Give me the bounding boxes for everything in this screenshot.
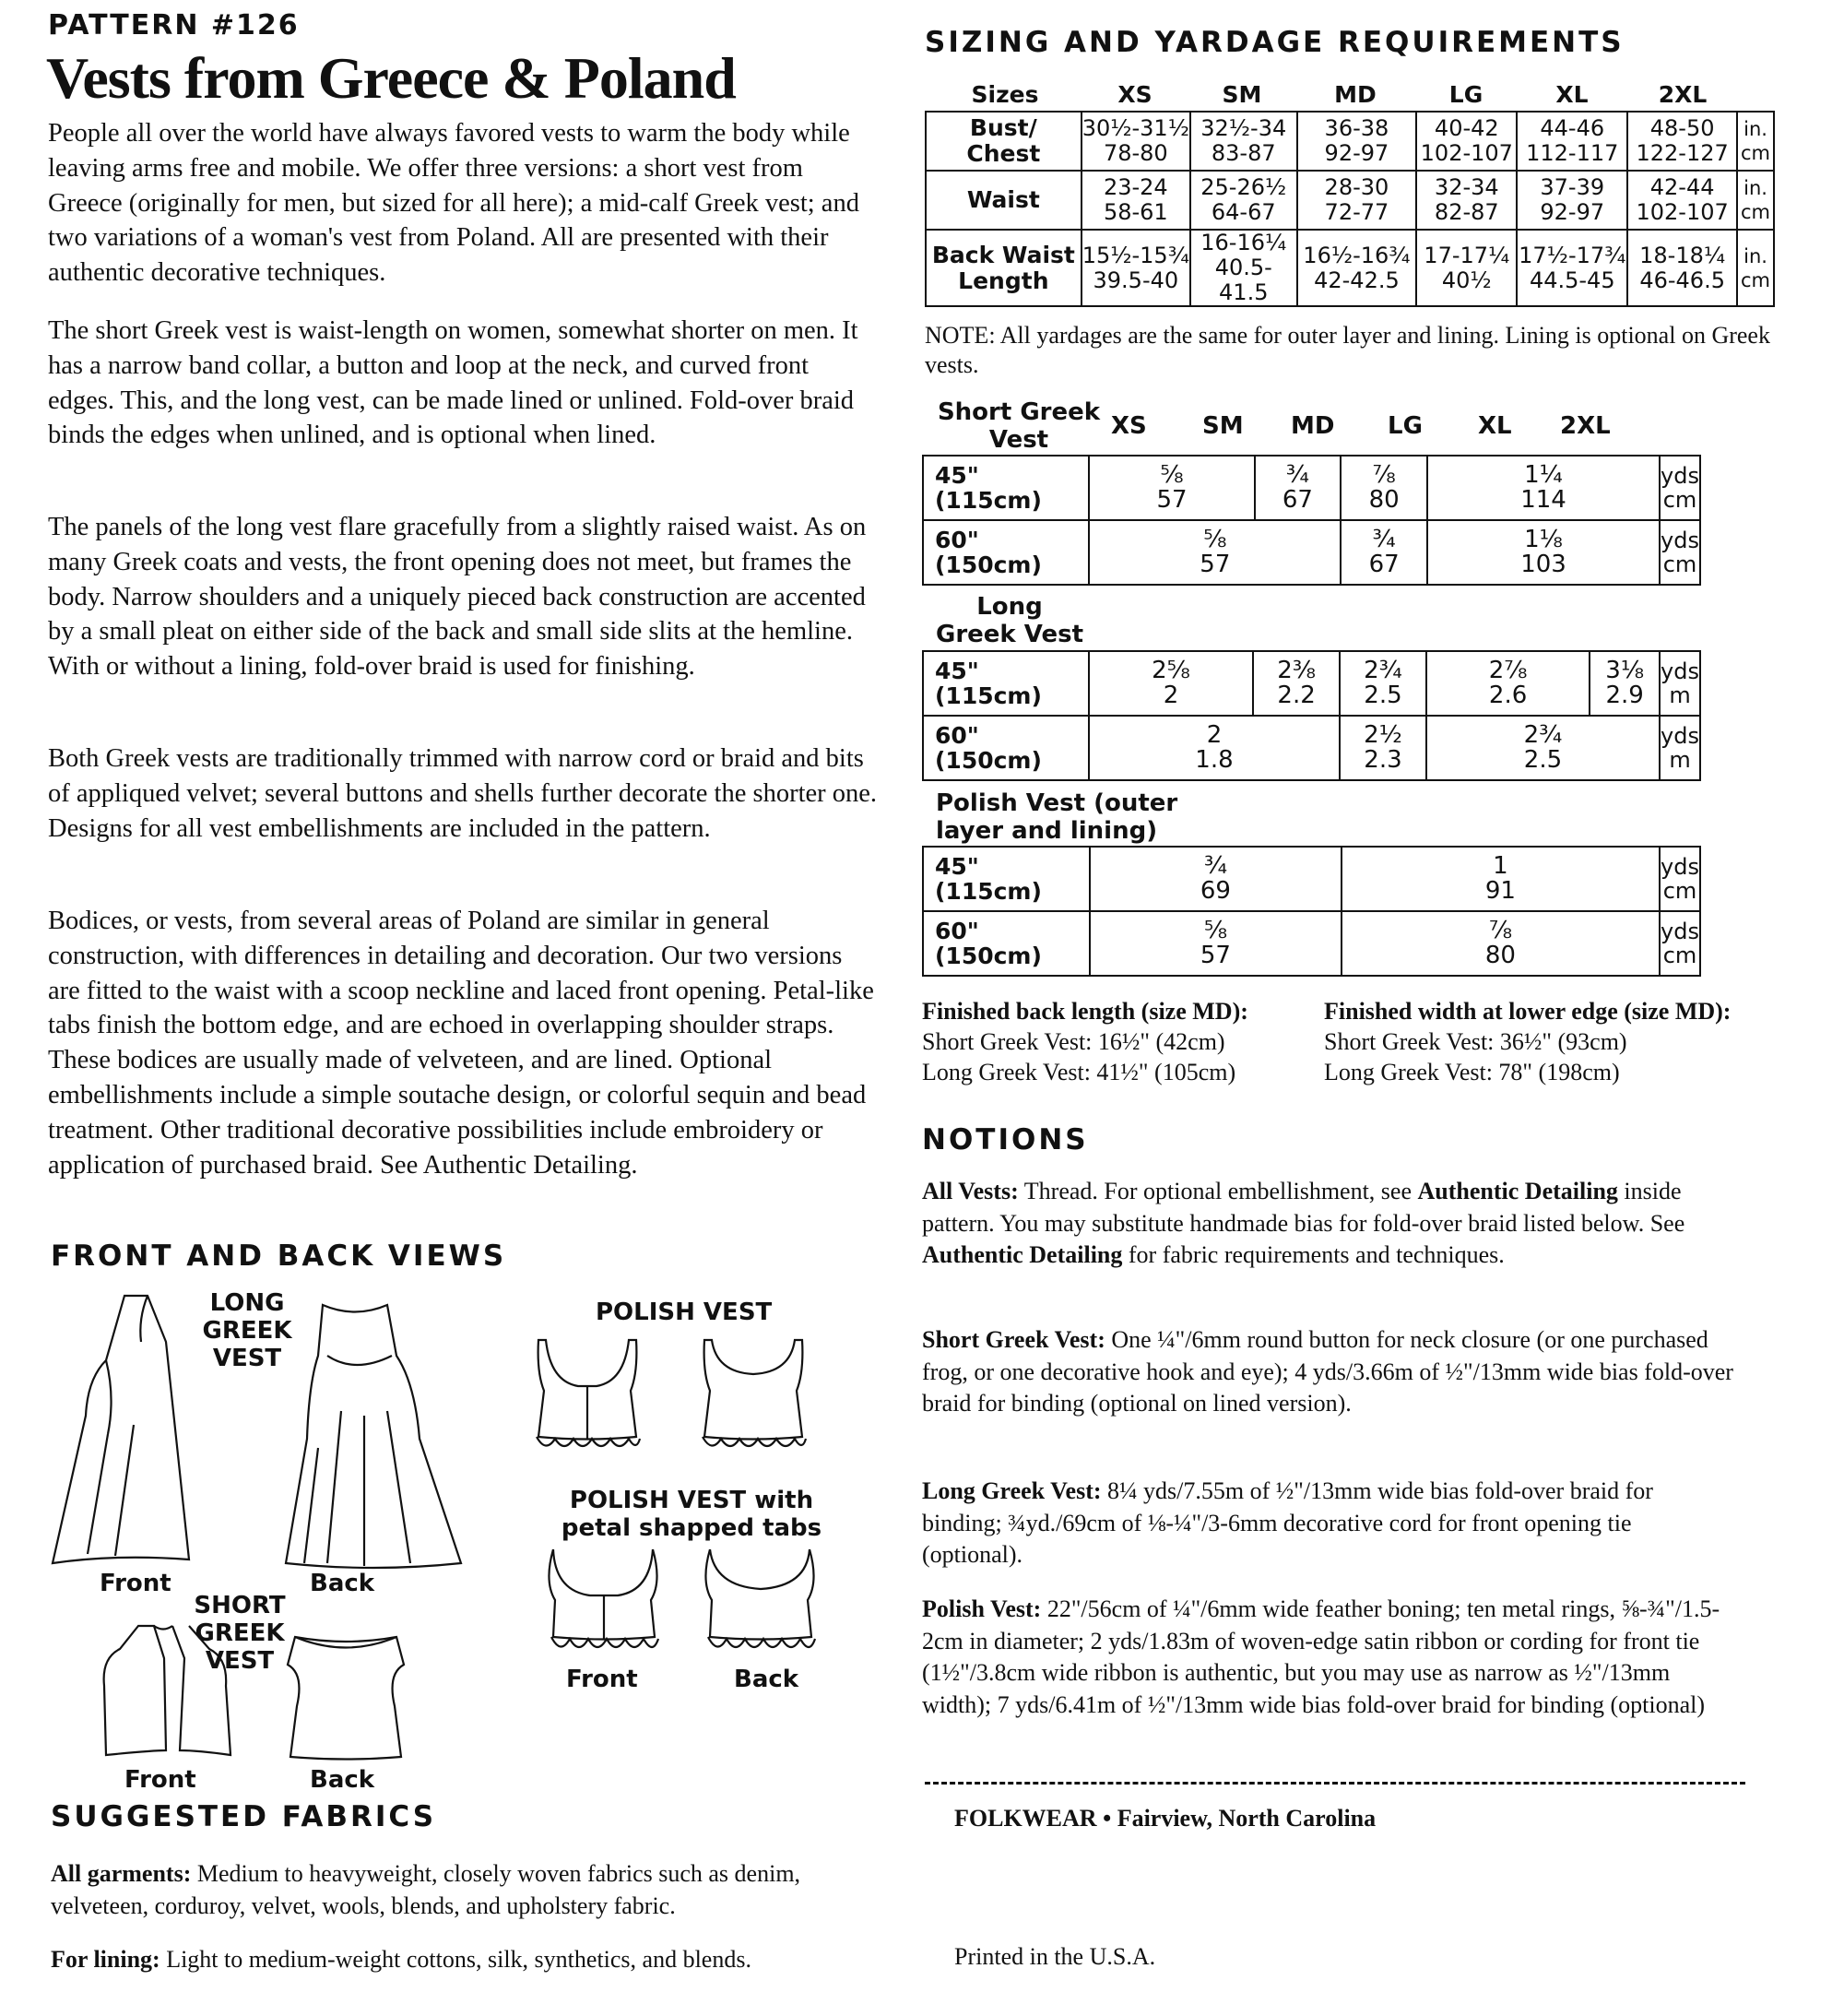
cell: 2⅞ 2.6	[1426, 651, 1590, 716]
cell: 1⅛ 103	[1427, 520, 1660, 585]
views-heading: FRONT AND BACK VIEWS	[51, 1239, 507, 1273]
unit-cell: yds cm	[1660, 911, 1700, 976]
cell: 1¼ 114	[1427, 456, 1660, 520]
notions-long-greek	[922, 1476, 1733, 1571]
finished-length-long: Long Greek Vest: 41½" (105cm)	[922, 1059, 1236, 1085]
short-greek-yardage-table	[922, 455, 1701, 586]
width-label: 60" (150cm)	[923, 520, 1089, 585]
notions-polish-text: 22"/56cm of ¼"/6mm wide feather boning; ten metal rings, ⅝-¾"/1.5-2cm in diameter; 2 yds/1.83m of woven-edge satin ribbon or cording for front tie (1½"/3.8cm wide ribbon is authentic, but you may use as narrow as ½"/13mm width); 7 yds/6.41m of ½"/13mm wide bias fold-over braid for binding (optional)	[922, 1595, 1720, 1718]
cell: 44-46 112-117	[1517, 112, 1627, 171]
fabrics-all-garments	[51, 1858, 899, 1922]
notions-short-text: One ¼"/6mm round button for neck closure (or one purchased frog, or one decorative hook and eye); 4 yds/3.66m of ½"/13mm wide bias fold-over braid for binding (optional on lined version).	[922, 1326, 1733, 1417]
intro-paragraph-2: The short Greek vest is waist-length on women, somewhat shorter on men. It has a narrow band collar, a button and loop at the neck, and curved front edges. This, and the long vest, can be made lined or unlined. Fold-over braid binds the edges when unlined, and is optional when lined.	[48, 316, 858, 450]
polish-yardage-table	[922, 846, 1701, 977]
cell: 30½-31½ 78-80	[1082, 112, 1190, 171]
unit-cell: in. cm	[1737, 171, 1774, 230]
short-greek-yardage-label: Short Greek Vest	[937, 398, 1101, 454]
polish-tabs-label-line2: petal shapped tabs	[561, 1514, 822, 1542]
short-greek-vest-label: SHORT GREEK VEST	[194, 1592, 286, 1675]
yd-size-xl: XL	[1478, 412, 1512, 440]
notions-all-label: All Vests:	[922, 1178, 1019, 1204]
notions-all-text-1: Thread. For optional embellishment, see	[1023, 1178, 1413, 1204]
cell: ¾ 67	[1341, 520, 1427, 585]
cell: ¾ 67	[1255, 456, 1342, 520]
yd-size-xs: XS	[1111, 412, 1147, 440]
short-vest-front-label: Front	[124, 1766, 196, 1794]
publisher-location: Fairview, North Carolina	[1117, 1805, 1377, 1832]
cell: ¾ 69	[1090, 847, 1342, 911]
cell: 15½-15¾ 39.5-40	[1082, 230, 1190, 306]
polish-tabs-back-drawing	[701, 1545, 821, 1665]
cell: ⅝ 57	[1090, 911, 1342, 976]
cell: 32-34 82-87	[1416, 171, 1517, 230]
cell: 25-26½ 64-67	[1190, 171, 1297, 230]
cell: 36-38 92-97	[1297, 112, 1417, 171]
long-greek-yardage-table	[922, 650, 1701, 781]
long-vest-back-label: Back	[310, 1570, 375, 1597]
long-vest-front-label: Front	[100, 1570, 171, 1597]
cell: 18-18¼ 46-46.5	[1627, 230, 1737, 306]
long-45-row	[923, 651, 1700, 716]
long-greek-yardage-label: Long Greek Vest	[936, 593, 1084, 648]
cell: 40-42 102-107	[1416, 112, 1517, 171]
sizing-note: NOTE: All yardages are the same for outer layer and lining. Lining is optional on Greek vests.	[925, 322, 1770, 378]
yd-size-2xl: 2XL	[1560, 412, 1611, 440]
finished-width	[1324, 996, 1731, 1087]
cell: 1 91	[1342, 847, 1660, 911]
polish-vest-label: POLISH VEST	[596, 1299, 773, 1326]
short-vest-back-drawing	[277, 1632, 415, 1761]
width-label: 60" (150cm)	[923, 911, 1090, 976]
unit-cell: in. cm	[1737, 112, 1774, 171]
notions-all-text-3: for fabric requirements and techniques.	[1128, 1241, 1505, 1268]
printed-in: Printed in the U.S.A.	[954, 1943, 1156, 1970]
unit-cell: yds cm	[1660, 456, 1700, 520]
unit-cell: yds m	[1660, 716, 1700, 780]
cell: ⅞ 80	[1341, 456, 1427, 520]
polish-45-row	[923, 847, 1700, 911]
short-vest-front-drawing	[97, 1621, 235, 1760]
sizes-label: Sizes	[971, 81, 1039, 108]
long-60-row	[923, 716, 1700, 780]
short-60-row	[923, 520, 1700, 585]
row-label: Back Waist Length	[926, 230, 1082, 306]
cell: 2¾ 2.5	[1340, 651, 1426, 716]
publisher-name: FOLKWEAR	[954, 1805, 1097, 1832]
notions-polish	[922, 1594, 1733, 1721]
cell: 2¾ 2.5	[1426, 716, 1660, 780]
cell: ⅞ 80	[1342, 911, 1660, 976]
fabrics-lining-label: For lining:	[51, 1946, 160, 1973]
sizing-heading: SIZING AND YARDAGE REQUIREMENTS	[925, 26, 1625, 59]
cell: 2⅝ 2	[1089, 651, 1253, 716]
size-2xl: 2XL	[1658, 81, 1708, 108]
notions-long-text: 8¼ yds/7.55m of ½"/13mm wide bias fold-over braid for binding; ¾yd./69cm of ⅛-¼"/3-6mm decorative cord for front opening tie (optional).	[922, 1477, 1653, 1568]
notions-heading: NOTIONS	[922, 1123, 1089, 1156]
cell: 3⅛ 2.9	[1590, 651, 1660, 716]
cell: 28-30 72-77	[1297, 171, 1417, 230]
intro-paragraph-3: The panels of the long vest flare gracefully from a slightly raised waist. As on many Greek coats and vests, the front opening does not meet, but frames the body. Narrow shoulders and a uniquely pieced back construction are accented by a small pleat on either side of the back and small side slits at the hemline. With or without a lining, fold-over braid is used for finishing.	[48, 513, 867, 682]
intro-paragraph-4: Both Greek vests are traditionally trimmed with narrow cord or braid and bits of appliqued velvet; several buttons and shells further decorate the shorter one. Designs for all vest embellishments are included in the pattern.	[48, 744, 878, 843]
width-label: 45" (115cm)	[923, 456, 1089, 520]
fabrics-lining-text: Light to medium-weight cottons, silk, synthetics, and blends.	[166, 1946, 751, 1973]
polish-60-row	[923, 911, 1700, 976]
yd-size-lg: LG	[1388, 412, 1423, 440]
finished-width-label: Finished width at lower edge (size MD):	[1324, 998, 1732, 1025]
fabrics-all-text: Medium to heavyweight, closely woven fabrics such as denim, velveteen, corduroy, velvet, wools, blends, and upholstery fabric.	[51, 1860, 801, 1919]
unit-cell: yds m	[1660, 651, 1700, 716]
polish-tabs-front-label: Front	[566, 1666, 638, 1693]
polish-tabs-back-label: Back	[734, 1666, 799, 1693]
cell: 16-16¼ 40.5-41.5	[1190, 230, 1297, 306]
fabrics-all-label: All garments:	[51, 1860, 192, 1887]
cell: 16½-16¾ 42-42.5	[1297, 230, 1417, 306]
size-xl: XL	[1555, 81, 1589, 108]
yd-size-md: MD	[1291, 412, 1335, 440]
sizing-table	[925, 111, 1775, 307]
finished-length-short: Short Greek Vest: 16½" (42cm)	[922, 1028, 1225, 1055]
width-label: 45" (115cm)	[923, 651, 1089, 716]
short-45-row	[923, 456, 1700, 520]
cell: 23-24 58-61	[1082, 171, 1190, 230]
size-lg: LG	[1448, 81, 1483, 108]
size-sm: SM	[1222, 81, 1262, 108]
cell: 42-44 102-107	[1627, 171, 1737, 230]
width-label: 60" (150cm)	[923, 716, 1089, 780]
notions-short-greek	[922, 1324, 1733, 1420]
cell: 17½-17¾ 44.5-45	[1517, 230, 1627, 306]
cell: 32½-34 83-87	[1190, 112, 1297, 171]
sizing-row-bust	[926, 112, 1774, 171]
sizing-row-back-waist	[926, 230, 1774, 306]
unit-cell: in. cm	[1737, 230, 1774, 306]
fabrics-heading: SUGGESTED FABRICS	[51, 1800, 437, 1833]
polish-yardage-label: Polish Vest (outer layer and lining)	[936, 789, 1178, 845]
finished-length	[922, 996, 1248, 1087]
dashed-divider	[925, 1782, 1745, 1785]
polish-tabs-label-line1: POLISH VEST with	[569, 1487, 814, 1514]
notions-short-label: Short Greek Vest:	[922, 1326, 1105, 1353]
unit-cell: yds cm	[1660, 847, 1700, 911]
cell: 2⅜ 2.2	[1253, 651, 1340, 716]
polish-tabs-front-drawing	[544, 1545, 664, 1665]
finished-width-long: Long Greek Vest: 78" (198cm)	[1324, 1059, 1620, 1085]
unit-cell: yds cm	[1660, 520, 1700, 585]
size-md: MD	[1334, 81, 1377, 108]
cell: 37-39 92-97	[1517, 171, 1627, 230]
notions-all-vests	[922, 1176, 1733, 1272]
cell: 2 1.8	[1089, 716, 1340, 780]
sizing-row-waist	[926, 171, 1774, 230]
notions-all-text-2: inside pattern. You may substitute handmade bias for fold-over braid listed below. See	[922, 1178, 1685, 1237]
width-label: 45" (115cm)	[923, 847, 1090, 911]
notions-all-bold-1: Authentic Detailing	[1417, 1178, 1618, 1204]
long-vest-back-drawing	[272, 1300, 512, 1568]
notions-long-label: Long Greek Vest:	[922, 1477, 1102, 1504]
publisher-line: FOLKWEAR • Fairview, North Carolina	[954, 1805, 1377, 1832]
cell: 17-17¼ 40½	[1416, 230, 1517, 306]
polish-vest-back-drawing	[693, 1335, 813, 1465]
pattern-number: PATTERN #126	[48, 9, 300, 42]
row-label: Bust/ Chest	[926, 112, 1082, 171]
page-title: Vests from Greece & Poland	[46, 45, 736, 111]
intro-paragraph-5: Bodices, or vests, from several areas of Poland are similar in general construction, with differences in detailing and decoration. Our two versions are fitted to the waist with a scoop neckline and laced front opening. Petal-like tabs finish the bottom edge, and are echoed in overlapping shoulder straps. These bodices are usually made of velveteen, and are lined. Optional embellishments include a simple soutache design, or colorful sequin and bead treatment. Other traditional decorative possibilities include embroidery or application of purchased braid. See Authentic Detailing.	[48, 907, 874, 1180]
finished-length-label: Finished back length (size MD):	[922, 998, 1248, 1025]
cell: ⅝ 57	[1089, 520, 1341, 585]
yd-size-sm: SM	[1202, 412, 1244, 440]
finished-width-short: Short Greek Vest: 36½" (93cm)	[1324, 1028, 1627, 1055]
cell: ⅝ 57	[1089, 456, 1254, 520]
cell: 2½ 2.3	[1340, 716, 1426, 780]
size-xs: XS	[1117, 81, 1152, 108]
notions-all-bold-2: Authentic Detailing	[922, 1241, 1123, 1268]
fabrics-lining	[51, 1944, 899, 1976]
long-greek-vest-label: LONG GREEK VEST	[202, 1289, 292, 1372]
short-vest-back-label: Back	[310, 1766, 375, 1794]
notions-polish-label: Polish Vest:	[922, 1595, 1042, 1622]
row-label: Waist	[926, 171, 1082, 230]
intro-paragraph-1: People all over the world have always favored vests to warm the body while leaving arms free and mobile. We offer three versions: a short vest from Greece (originally for men, but sized for all here); a mid-calf Greek vest; and two variations of a woman's vest from Poland. All are presented with their authentic decorative techniques.	[48, 119, 859, 288]
cell: 48-50 122-127	[1627, 112, 1737, 171]
polish-vest-front-drawing	[527, 1335, 647, 1465]
